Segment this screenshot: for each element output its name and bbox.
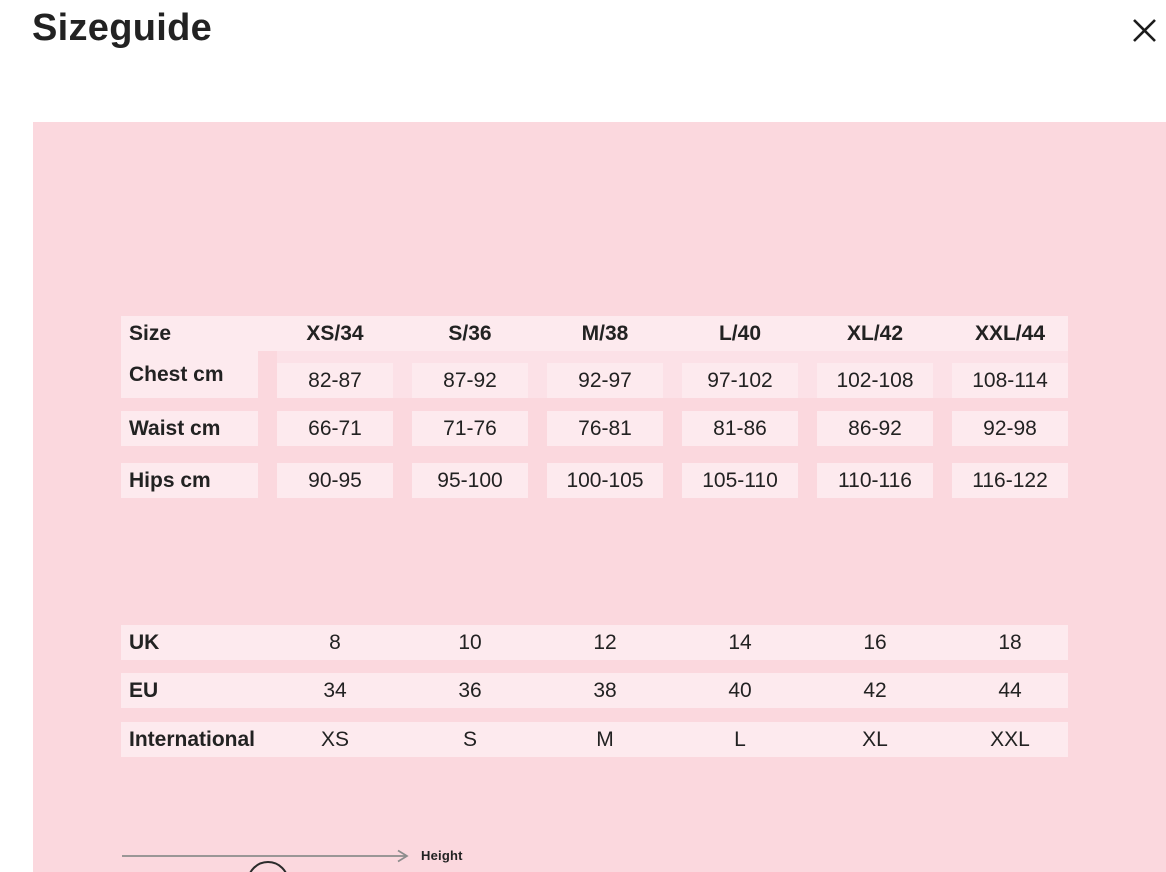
waist-cell-xxl: 92-98 bbox=[952, 411, 1068, 446]
size-header-label: Size bbox=[129, 321, 172, 345]
column-header-m38: M/38 bbox=[581, 321, 629, 345]
uk-cell-xxl: 18 bbox=[998, 630, 1022, 654]
chest-cell-m: 92-97 bbox=[547, 363, 663, 398]
uk-cell-s: 10 bbox=[458, 630, 482, 654]
uk-cell-xl: 16 bbox=[863, 630, 887, 654]
hips-cell-xs: 90-95 bbox=[277, 463, 393, 498]
waist-cell-m: 76-81 bbox=[547, 411, 663, 446]
row-label-eu: EU bbox=[129, 678, 159, 702]
column-header-xs34: XS/34 bbox=[306, 321, 364, 345]
row-label-chest: Chest cm bbox=[121, 351, 258, 398]
chest-cell-xxl: 108-114 bbox=[952, 363, 1068, 398]
eu-cell-l: 40 bbox=[728, 678, 752, 702]
hips-cell-s: 95-100 bbox=[412, 463, 528, 498]
column-header-s36: S/36 bbox=[448, 321, 492, 345]
uk-cell-xs: 8 bbox=[329, 630, 341, 654]
chest-cell-xl: 102-108 bbox=[817, 363, 933, 398]
intl-cell-l: L bbox=[734, 727, 746, 751]
close-icon bbox=[1131, 17, 1158, 44]
hips-cell-xxl: 116-122 bbox=[952, 463, 1068, 498]
waist-cell-xl: 86-92 bbox=[817, 411, 933, 446]
waist-cell-xs: 66-71 bbox=[277, 411, 393, 446]
uk-cell-m: 12 bbox=[593, 630, 617, 654]
close-button[interactable] bbox=[1124, 10, 1164, 50]
column-header-xxl44: XXL/44 bbox=[974, 321, 1046, 345]
waist-cell-s: 71-76 bbox=[412, 411, 528, 446]
eu-cell-xs: 34 bbox=[323, 678, 347, 702]
intl-cell-s: S bbox=[462, 727, 477, 751]
intl-cell-m: M bbox=[596, 727, 614, 751]
uk-cell-l: 14 bbox=[728, 630, 752, 654]
eu-cell-m: 38 bbox=[593, 678, 617, 702]
row-label-uk: UK bbox=[129, 630, 160, 654]
eu-cell-xxl: 44 bbox=[998, 678, 1022, 702]
column-header-xl42: XL/42 bbox=[846, 321, 904, 345]
intl-cell-xl: XL bbox=[862, 727, 888, 751]
intl-cell-xs: XS bbox=[320, 727, 349, 751]
chest-cell-s: 87-92 bbox=[412, 363, 528, 398]
hips-cell-l: 105-110 bbox=[682, 463, 798, 498]
chest-cell-xs: 82-87 bbox=[277, 363, 393, 398]
hips-cell-xl: 110-116 bbox=[817, 463, 933, 498]
intl-cell-xxl: XXL bbox=[990, 727, 1030, 751]
row-label-waist: Waist cm bbox=[121, 411, 258, 446]
eu-cell-xl: 42 bbox=[863, 678, 887, 702]
sizeguide-panel bbox=[33, 122, 1166, 872]
waist-cell-l: 81-86 bbox=[682, 411, 798, 446]
eu-cell-s: 36 bbox=[458, 678, 482, 702]
height-label: Height bbox=[421, 848, 463, 863]
hips-cell-m: 100-105 bbox=[547, 463, 663, 498]
chest-row-band bbox=[277, 351, 1068, 398]
page-title: Sizeguide bbox=[32, 7, 213, 49]
column-header-l40: L/40 bbox=[718, 321, 762, 345]
row-label-international: International bbox=[129, 727, 256, 751]
chest-cell-l: 97-102 bbox=[682, 363, 798, 398]
row-label-hips: Hips cm bbox=[121, 463, 258, 498]
